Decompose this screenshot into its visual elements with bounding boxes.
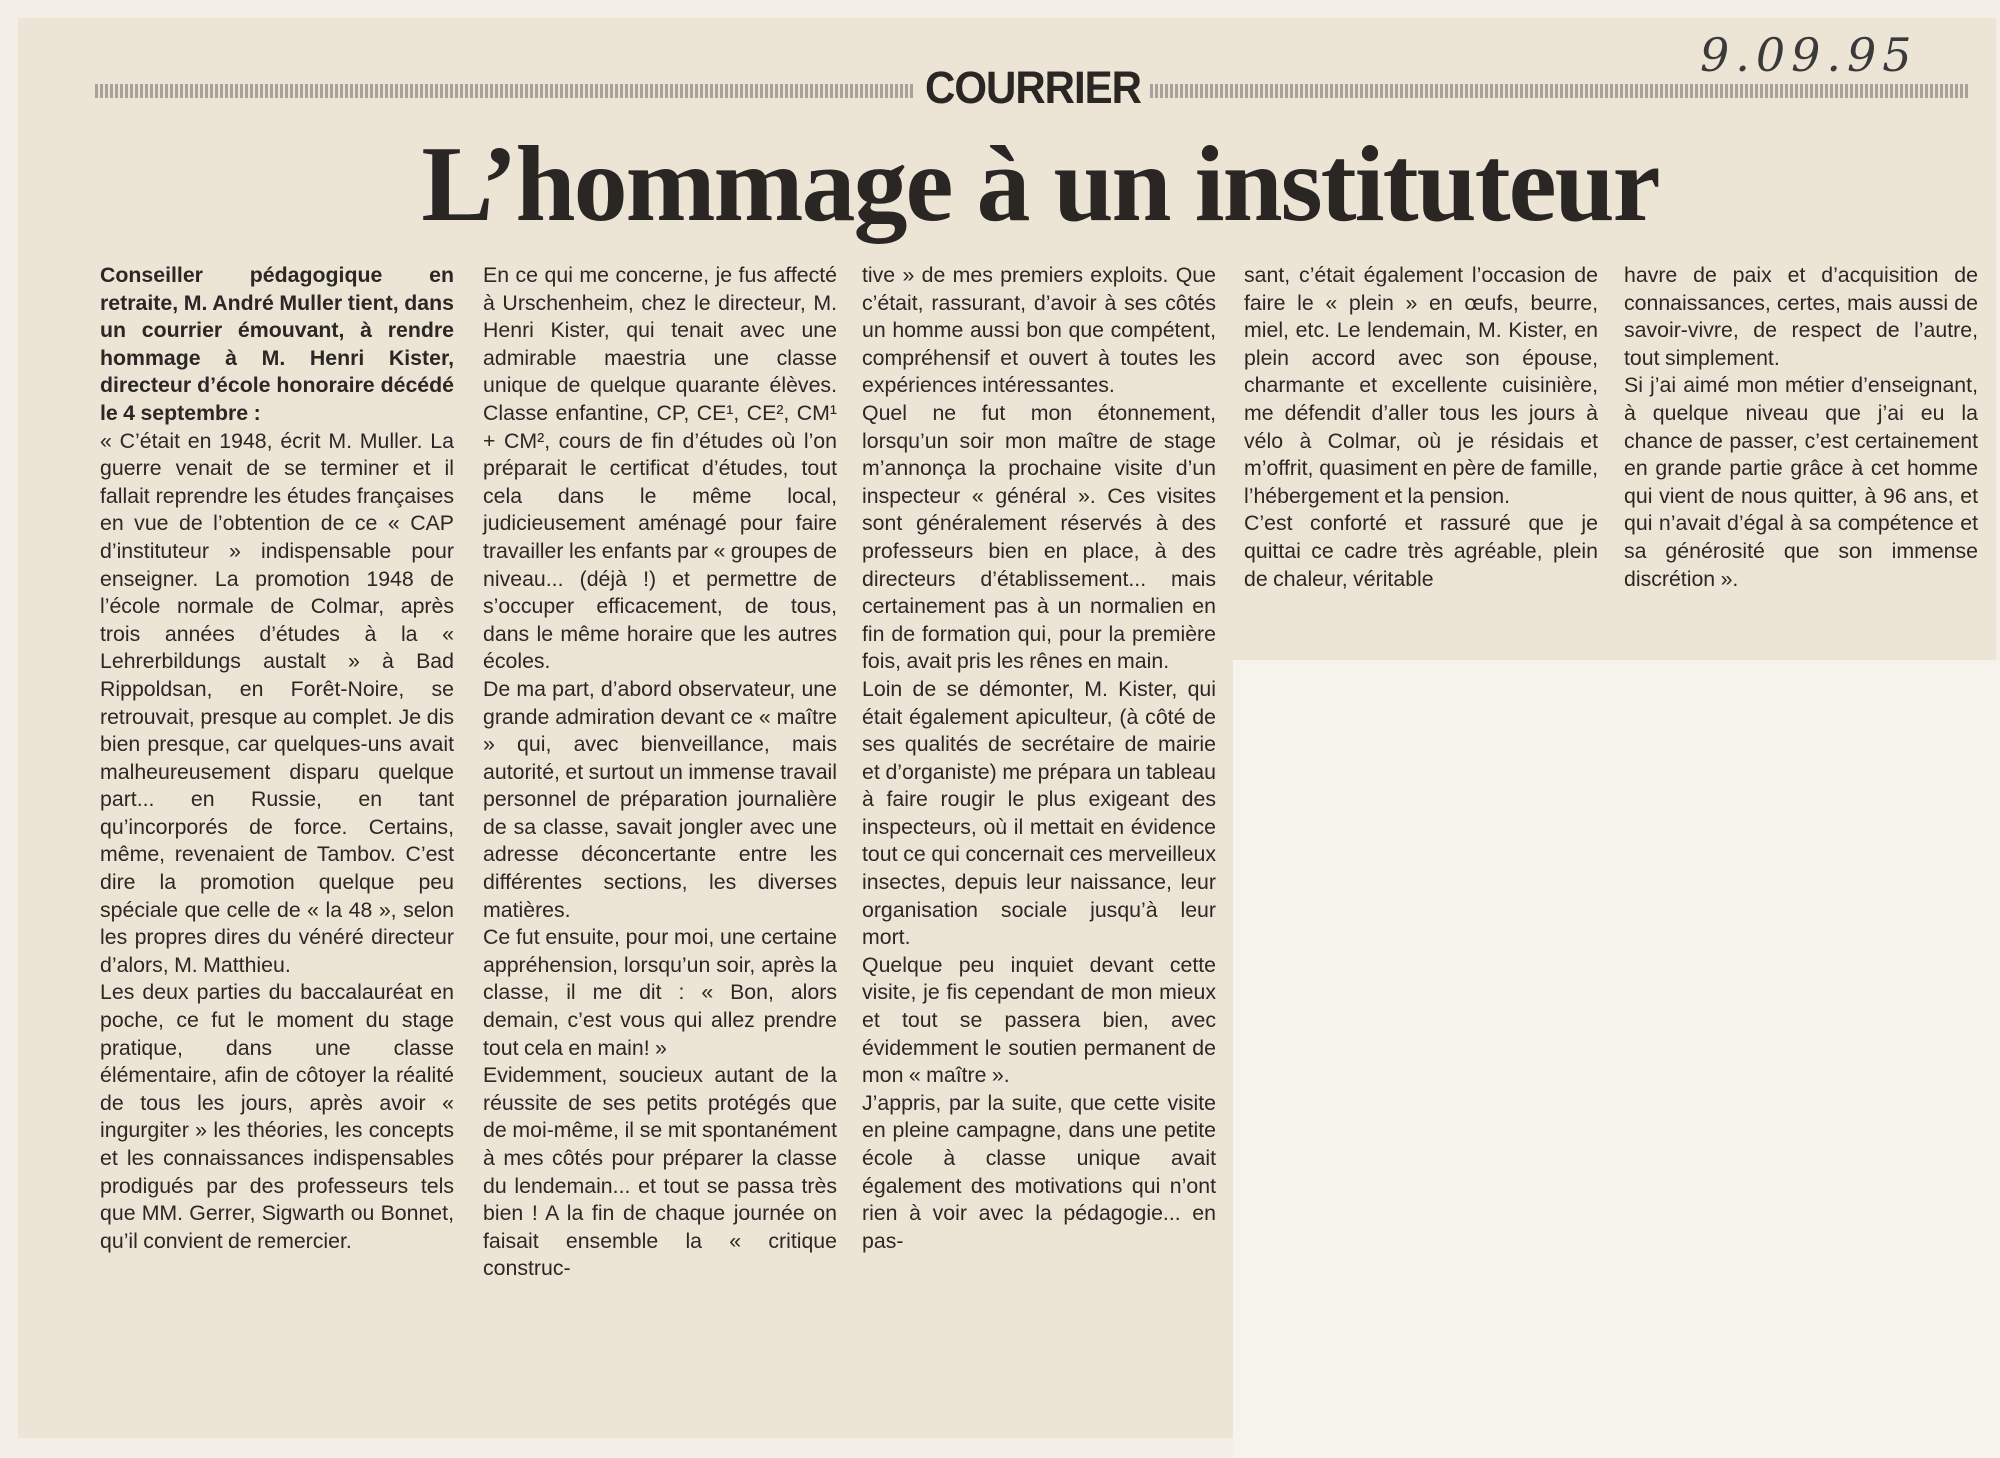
article-column-2 (483, 262, 837, 1283)
paragraph: tive » de mes premiers exploits. Que c’était, rassurant, d’avoir à ses côtés un homme aussi bon que compétent, compréhensif et ouvert à toutes les expériences intéressantes. (862, 263, 1216, 398)
paragraph: Evidemment, soucieux autant de la réussite de ses petits protégés que de moi-même, il se mit spontanément à mes côtés pour préparer la classe du lendemain... et tout se passa très bien ! A la fin de chaque journée on faisait ensemble la « critique construc- (483, 1063, 837, 1281)
paragraph: havre de paix et d’acquisition de connaissances, certes, mais aussi de savoir-vivre, de respect de l’autre, tout simplement. (1624, 263, 1978, 370)
paragraph: Si j’ai aimé mon métier d’enseignant, à quelque niveau que j’ai eu la chance de passer, c’est certainement en grande partie grâce à cet homme qui vient de nous quitter, à 96 ans, et qui n’avait d’égal à sa compétence et sa générosité que son immense discrétion ». (1624, 373, 1978, 591)
rubric-label: COURRIER (925, 62, 1142, 113)
article-column-1 (100, 262, 454, 1255)
article-headline: L’hommage à un instituteur (421, 125, 1659, 244)
paragraph: Loin de se démonter, M. Kister, qui était également apiculteur, (à côté de ses qualités de secrétaire de mairie et d’organiste) me prépara un tableau à faire rougir le plus exigeant des inspecteurs, où il mettait en évidence tout ce qui concernait ces merveilleux insectes, depuis leur naissance, leur organisation sociale jusqu’à leur mort. (862, 676, 1216, 950)
article-column-4 (1244, 262, 1598, 593)
blank-area (1233, 660, 2000, 1458)
paragraph: J’appris, par la suite, que cette visite en pleine campagne, dans une petite école à classe unique avait également des motivations qui n’ont rien à voir avec la pédagogie... en pas- (862, 1090, 1216, 1253)
paragraph: Quel ne fut mon étonnement, lorsqu’un soir mon maître de stage m’annonça la prochaine visite d’un inspecteur « général ». Ces visites sont généralement réservés à des professeurs bien en place, à des directeurs d’établissement... mais certainement pas à un normalien en fin de formation qui, pour la première fois, avait pris les rênes en main. (862, 400, 1216, 674)
paragraph: « C’était en 1948, écrit M. Muller. La guerre venait de se terminer et il fallait reprendre les études françaises en vue de l’obtention de ce « CAP d’instituteur » indispensable pour enseigner. La promotion 1948 de l’école normale de Colmar, après trois années d’études à la « Lehrerbildungs austalt » à Bad Rippoldsan, en Forêt-Noire, se retrouvait, presque au complet. Je dis bien presque, car quelques-uns avait malheureusement disparu quelque part... en Russie, en tant qu’incorporés de force. Certains, même, revenaient de Tambov. C’est dire la promotion quelque peu spéciale que celle de « la 48 », selon les propres dires du vénéré directeur d’alors, M. Matthieu. (100, 428, 454, 977)
handwritten-date: 9.09.95 (1700, 28, 1918, 82)
paragraph: En ce qui me concerne, je fus affecté à Urschenheim, chez le directeur, M. Henri Kister, qui tenait avec une admirable maestria une classe unique de quelque quarante élèves. Classe enfantine, CP, CE¹, CE², CM¹ + CM², cours de fin d’études où l’on préparait le certificat d’études, tout cela dans le même local, judicieusement aménagé pour faire travailler les enfants par « groupes de niveau... (déjà !) et permettre de s’occuper efficacement, de tous, dans le même horaire que les autres écoles. (483, 263, 837, 674)
section-rubric (95, 64, 1975, 114)
article-column-5 (1624, 262, 1978, 593)
paragraph: sant, c’était également l’occasion de faire le « plein » en œufs, beurre, miel, etc. Le lendemain, M. Kister, en plein accord avec son épouse, charmante et excellente cuisinière, me défendit d’aller tous les jours à vélo à Colmar, où je résidais et m’offrit, quasiment en père de famille, l’hébergement et la pension. (1244, 263, 1598, 508)
paragraph: Quelque peu inquiet devant cette visite, je fis cependant de mon mieux et tout se passera bien, avec évidemment le soutien permanent de mon « maître ». (862, 952, 1216, 1088)
paragraph: Les deux parties du baccalauréat en poche, ce fut le moment du stage pratique, dans une classe élémentaire, afin de côtoyer la réalité de tous les jours, après avoir « ingurgiter » les théories, les concepts et les connaissances indispensables prodigués par des professeurs tels que MM. Gerrer, Sigwarth ou Bonnet, qu’il convient de remercier. (100, 980, 454, 1253)
article-lead: Conseiller pédagogique en retraite, M. André Muller tient, dans un courrier émouvant, à rendre hommage à M. Henri Kister, directeur d’école honoraire décédé le 4 septembre : (100, 263, 454, 425)
rubric-rule-left (95, 84, 915, 98)
paragraph: C’est conforté et rassuré que je quittai ce cadre très agréable, plein de chaleur, véritable (1244, 511, 1598, 591)
rubric-rule-right (1150, 84, 1970, 98)
paragraph: Ce fut ensuite, pour moi, une certaine appréhension, lorsqu’un soir, après la classe, il me dit : « Bon, alors demain, c’est vous qui allez prendre tout cela en main! » (483, 925, 837, 1060)
article-column-3 (862, 262, 1216, 1255)
paragraph: De ma part, d’abord observateur, une grande admiration devant ce « maître » qui, avec bienveillance, mais autorité, et surtout un immense travail personnel de préparation journalière de sa classe, savait jongler avec une adresse déconcertante entre les différentes sections, les diverses matières. (483, 676, 837, 922)
